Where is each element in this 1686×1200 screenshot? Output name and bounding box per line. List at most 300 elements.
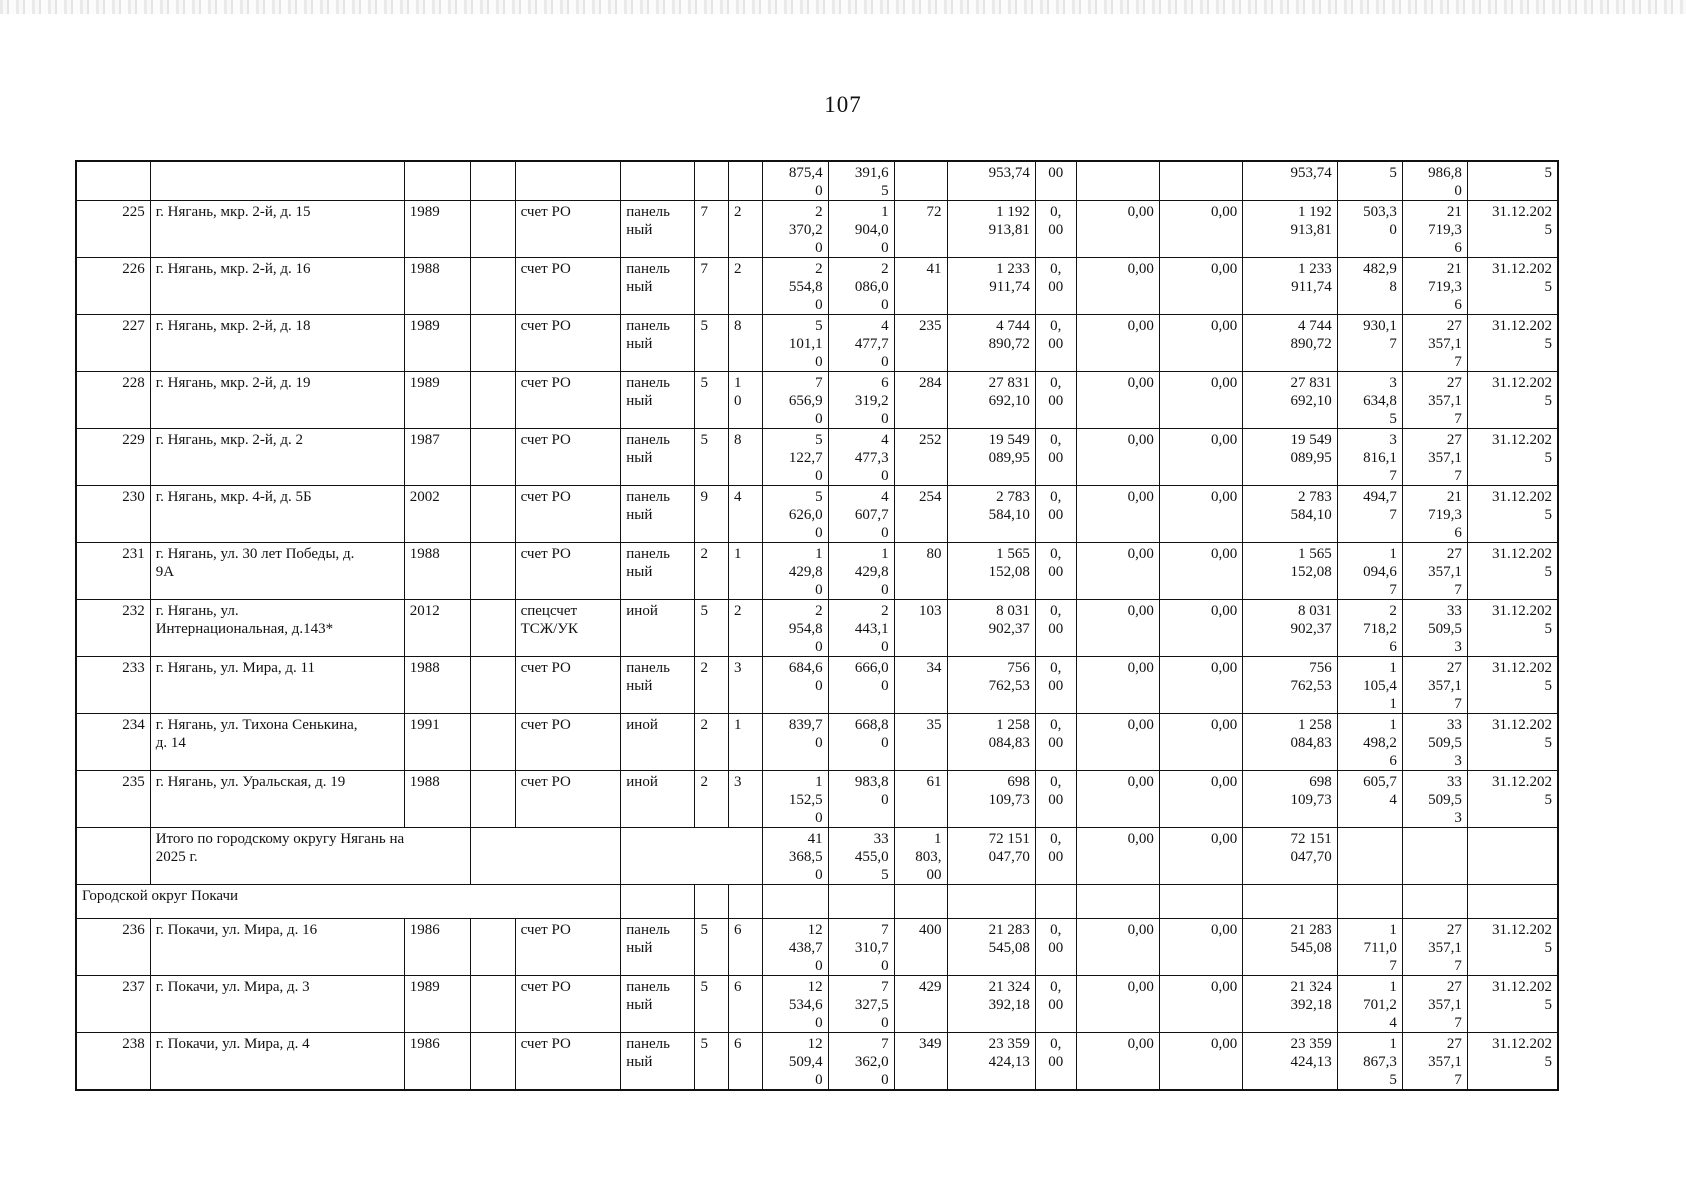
- cell-address: г. Нягань, мкр. 2-й, д. 16: [150, 258, 404, 315]
- cell-deadline: 31.12.202 5: [1467, 919, 1558, 976]
- cell-address: г. Нягань, мкр. 2-й, д. 2: [150, 429, 404, 486]
- cell-deadline: 31.12.202 5: [1467, 486, 1558, 543]
- table-row: [76, 1033, 1558, 1091]
- table-row: [76, 315, 1558, 372]
- total-label: Итого по городскому округу Нягань на 2025 г.: [150, 828, 470, 885]
- carry-over-row: [76, 161, 1558, 201]
- cell-no: 225: [76, 201, 150, 258]
- cell-cost-total: 8 031 902,37: [947, 600, 1035, 657]
- cell-cost-1: 0, 00: [1035, 258, 1076, 315]
- cell-year: 1987: [404, 429, 470, 486]
- cell-cost-total: 1 565 152,08: [947, 543, 1035, 600]
- cell-no: 235: [76, 771, 150, 828]
- cell-cost-fund-ro: 953,74: [1243, 161, 1338, 201]
- cell-people: 41: [894, 258, 947, 315]
- cell-year: 1989: [404, 976, 470, 1033]
- cell-address: г. Покачи, ул. Мира, д. 3: [150, 976, 404, 1033]
- cell-unit-cost: 1 105,4 1: [1337, 657, 1402, 714]
- cell-year: 1986: [404, 919, 470, 976]
- cell-cost-3: 0,00: [1159, 315, 1242, 372]
- cell-deadline: [1467, 828, 1558, 885]
- cell-area-total: 5 626,0 0: [762, 486, 828, 543]
- table-row: [76, 600, 1558, 657]
- cell-cost-fund-ro: 8 031 902,37: [1243, 600, 1338, 657]
- cell-blank: [470, 657, 515, 714]
- cell-cost-2: 0,00: [1076, 372, 1159, 429]
- cell-blank: [470, 1033, 515, 1091]
- cell-fund: [515, 161, 621, 201]
- cell-area-total: 684,6 0: [762, 657, 828, 714]
- cell-cost-2: 0,00: [1076, 976, 1159, 1033]
- cell-area-residential: 2 443,1 0: [828, 600, 894, 657]
- cell-blank: [828, 885, 894, 919]
- cell-cost-3: 0,00: [1159, 919, 1242, 976]
- cell-floors: 5: [695, 1033, 729, 1091]
- cell-fund: счет РО: [515, 315, 621, 372]
- cell-deadline: 31.12.202 5: [1467, 543, 1558, 600]
- cell-address: г. Нягань, ул. Интернациональная, д.143*: [150, 600, 404, 657]
- cell-wall: [621, 161, 695, 201]
- cell-cost-fund-ro: 4 744 890,72: [1243, 315, 1338, 372]
- cell-year: 1989: [404, 315, 470, 372]
- cell-unit-cost: 503,3 0: [1337, 201, 1402, 258]
- cell-cost-2: 0,00: [1076, 714, 1159, 771]
- cell-fund: счет РО: [515, 486, 621, 543]
- cell-blank: [1035, 885, 1076, 919]
- cell-people: 35: [894, 714, 947, 771]
- cell-people: 400: [894, 919, 947, 976]
- cell-blank: [621, 828, 762, 885]
- total-row: [76, 828, 1558, 885]
- cell-cost-3: 0,00: [1159, 429, 1242, 486]
- cell-year: 2012: [404, 600, 470, 657]
- cell-cost-2: [1076, 161, 1159, 201]
- cell-wall: панель ный: [621, 315, 695, 372]
- cell-no: 236: [76, 919, 150, 976]
- cell-fund: счет РО: [515, 657, 621, 714]
- cell-year: 1989: [404, 201, 470, 258]
- cell-max-cost: 27 357,1 7: [1402, 372, 1467, 429]
- cell-floors: 5: [695, 372, 729, 429]
- cell-year: 1986: [404, 1033, 470, 1091]
- cell-cost-total: 756 762,53: [947, 657, 1035, 714]
- cell-address: [150, 161, 404, 201]
- cell-blank: [470, 828, 620, 885]
- cell-area-residential: 1 904,0 0: [828, 201, 894, 258]
- table-row: [76, 201, 1558, 258]
- cell-wall: панель ный: [621, 372, 695, 429]
- cell-deadline: 31.12.202 5: [1467, 600, 1558, 657]
- cell-cost-1: 0, 00: [1035, 372, 1076, 429]
- cell-area-total: 12 438,7 0: [762, 919, 828, 976]
- cell-area-residential: 2 086,0 0: [828, 258, 894, 315]
- cell-people: 34: [894, 657, 947, 714]
- cell-wall: панель ный: [621, 258, 695, 315]
- cell-cost-2: 0,00: [1076, 828, 1159, 885]
- cell-floors: 2: [695, 543, 729, 600]
- cell-no: 228: [76, 372, 150, 429]
- cell-entrances: 2: [729, 600, 763, 657]
- housing-repair-register-table: [75, 160, 1559, 1091]
- cell-max-cost: 27 357,1 7: [1402, 657, 1467, 714]
- cell-cost-total: 4 744 890,72: [947, 315, 1035, 372]
- cell-people: 254: [894, 486, 947, 543]
- cell-people: 72: [894, 201, 947, 258]
- cell-max-cost: 33 509,5 3: [1402, 600, 1467, 657]
- cell-people: 429: [894, 976, 947, 1033]
- cell-cost-3: 0,00: [1159, 976, 1242, 1033]
- cell-cost-total: 23 359 424,13: [947, 1033, 1035, 1091]
- cell-cost-2: 0,00: [1076, 1033, 1159, 1091]
- cell-unit-cost: 2 718,2 6: [1337, 600, 1402, 657]
- cell-cost-1: 0, 00: [1035, 429, 1076, 486]
- cell-year: 1988: [404, 258, 470, 315]
- cell-no: 237: [76, 976, 150, 1033]
- cell-people: 284: [894, 372, 947, 429]
- cell-fund: счет РО: [515, 372, 621, 429]
- cell-cost-fund-ro: 21 283 545,08: [1243, 919, 1338, 976]
- cell-cost-3: 0,00: [1159, 372, 1242, 429]
- cell-area-residential: 391,6 5: [828, 161, 894, 201]
- cell-blank: [1402, 885, 1467, 919]
- cell-cost-3: 0,00: [1159, 486, 1242, 543]
- cell-cost-1: 0, 00: [1035, 600, 1076, 657]
- cell-cost-2: 0,00: [1076, 201, 1159, 258]
- cell-cost-total: 72 151 047,70: [947, 828, 1035, 885]
- section-title: Городской округ Покачи: [76, 885, 621, 919]
- cell-max-cost: [1402, 828, 1467, 885]
- scan-edge-artifact: [0, 0, 1686, 14]
- cell-cost-total: 27 831 692,10: [947, 372, 1035, 429]
- cell-cost-2: 0,00: [1076, 919, 1159, 976]
- cell-area-residential: 7 362,0 0: [828, 1033, 894, 1091]
- cell-cost-3: 0,00: [1159, 771, 1242, 828]
- cell-entrances: 1: [729, 714, 763, 771]
- cell-cost-fund-ro: 2 783 584,10: [1243, 486, 1338, 543]
- cell-cost-fund-ro: 756 762,53: [1243, 657, 1338, 714]
- cell-entrances: 6: [729, 1033, 763, 1091]
- cell-cost-1: 0, 00: [1035, 976, 1076, 1033]
- cell-no: 238: [76, 1033, 150, 1091]
- cell-cost-total: 1 192 913,81: [947, 201, 1035, 258]
- cell-floors: 7: [695, 258, 729, 315]
- cell-area-residential: 4 477,3 0: [828, 429, 894, 486]
- cell-blank: [947, 885, 1035, 919]
- cell-cost-3: [1159, 161, 1242, 201]
- cell-cost-fund-ro: 1 258 084,83: [1243, 714, 1338, 771]
- cell-cost-2: 0,00: [1076, 657, 1159, 714]
- cell-entrances: 8: [729, 315, 763, 372]
- table-row: [76, 714, 1558, 771]
- cell-entrances: 3: [729, 771, 763, 828]
- cell-fund: счет РО: [515, 976, 621, 1033]
- cell-floors: 2: [695, 714, 729, 771]
- cell-no: [76, 828, 150, 885]
- cell-blank: [1076, 885, 1159, 919]
- cell-area-total: 12 534,6 0: [762, 976, 828, 1033]
- cell-cost-fund-ro: 21 324 392,18: [1243, 976, 1338, 1033]
- cell-area-total: 41 368,5 0: [762, 828, 828, 885]
- cell-unit-cost: 494,7 7: [1337, 486, 1402, 543]
- cell-fund: счет РО: [515, 258, 621, 315]
- cell-wall: панель ный: [621, 919, 695, 976]
- cell-entrances: 4: [729, 486, 763, 543]
- cell-cost-fund-ro: 1 565 152,08: [1243, 543, 1338, 600]
- cell-entrances: 1 0: [729, 372, 763, 429]
- cell-blank: [470, 258, 515, 315]
- cell-cost-2: 0,00: [1076, 771, 1159, 828]
- cell-max-cost: 27 357,1 7: [1402, 1033, 1467, 1091]
- cell-area-residential: 666,0 0: [828, 657, 894, 714]
- cell-entrances: [729, 161, 763, 201]
- cell-cost-1: 00: [1035, 161, 1076, 201]
- cell-blank: [729, 885, 763, 919]
- cell-entrances: 2: [729, 201, 763, 258]
- cell-unit-cost: 3 634,8 5: [1337, 372, 1402, 429]
- cell-area-residential: 668,8 0: [828, 714, 894, 771]
- cell-blank: [470, 771, 515, 828]
- cell-people: 235: [894, 315, 947, 372]
- cell-cost-1: 0, 00: [1035, 919, 1076, 976]
- table-row: [76, 919, 1558, 976]
- cell-floors: 5: [695, 429, 729, 486]
- cell-floors: 5: [695, 976, 729, 1033]
- cell-cost-total: 21 283 545,08: [947, 919, 1035, 976]
- cell-address: г. Покачи, ул. Мира, д. 4: [150, 1033, 404, 1091]
- cell-wall: панель ный: [621, 201, 695, 258]
- cell-cost-2: 0,00: [1076, 258, 1159, 315]
- cell-unit-cost: 1 094,6 7: [1337, 543, 1402, 600]
- cell-no: 226: [76, 258, 150, 315]
- cell-people: 349: [894, 1033, 947, 1091]
- cell-unit-cost: 930,1 7: [1337, 315, 1402, 372]
- cell-cost-3: 0,00: [1159, 543, 1242, 600]
- cell-blank: [695, 885, 729, 919]
- cell-cost-1: 0, 00: [1035, 315, 1076, 372]
- cell-blank: [621, 885, 695, 919]
- cell-cost-1: 0, 00: [1035, 771, 1076, 828]
- cell-unit-cost: 482,9 8: [1337, 258, 1402, 315]
- cell-year: 2002: [404, 486, 470, 543]
- cell-year: [404, 161, 470, 201]
- cell-area-residential: 4 607,7 0: [828, 486, 894, 543]
- cell-blank: [470, 600, 515, 657]
- table-row: [76, 771, 1558, 828]
- cell-area-total: 839,7 0: [762, 714, 828, 771]
- cell-area-total: 1 152,5 0: [762, 771, 828, 828]
- cell-max-cost: 27 357,1 7: [1402, 919, 1467, 976]
- cell-wall: панель ный: [621, 486, 695, 543]
- cell-people: 103: [894, 600, 947, 657]
- cell-floors: 2: [695, 657, 729, 714]
- cell-deadline: 31.12.202 5: [1467, 771, 1558, 828]
- cell-max-cost: 21 719,3 6: [1402, 201, 1467, 258]
- cell-cost-total: 19 549 089,95: [947, 429, 1035, 486]
- cell-cost-fund-ro: 72 151 047,70: [1243, 828, 1338, 885]
- cell-year: 1991: [404, 714, 470, 771]
- cell-entrances: 2: [729, 258, 763, 315]
- cell-address: г. Нягань, ул. 30 лет Победы, д. 9А: [150, 543, 404, 600]
- cell-deadline: 5: [1467, 161, 1558, 201]
- cell-blank: [762, 885, 828, 919]
- cell-cost-fund-ro: 23 359 424,13: [1243, 1033, 1338, 1091]
- cell-deadline: 31.12.202 5: [1467, 429, 1558, 486]
- cell-unit-cost: 1 711,0 7: [1337, 919, 1402, 976]
- cell-fund: счет РО: [515, 919, 621, 976]
- cell-max-cost: 986,8 0: [1402, 161, 1467, 201]
- cell-area-total: 7 656,9 0: [762, 372, 828, 429]
- cell-max-cost: 27 357,1 7: [1402, 315, 1467, 372]
- cell-cost-total: 21 324 392,18: [947, 976, 1035, 1033]
- cell-no: 231: [76, 543, 150, 600]
- cell-wall: иной: [621, 714, 695, 771]
- cell-area-total: 2 370,2 0: [762, 201, 828, 258]
- page-number: 107: [824, 92, 862, 117]
- cell-year: 1988: [404, 543, 470, 600]
- cell-deadline: 31.12.202 5: [1467, 657, 1558, 714]
- cell-deadline: 31.12.202 5: [1467, 714, 1558, 771]
- cell-deadline: 31.12.202 5: [1467, 372, 1558, 429]
- cell-cost-fund-ro: 1 192 913,81: [1243, 201, 1338, 258]
- cell-blank: [470, 919, 515, 976]
- cell-cost-fund-ro: 698 109,73: [1243, 771, 1338, 828]
- cell-fund: счет РО: [515, 1033, 621, 1091]
- cell-address: г. Нягань, мкр. 2-й, д. 18: [150, 315, 404, 372]
- cell-fund: спецсчет ТСЖ/УК: [515, 600, 621, 657]
- cell-area-residential: 4 477,7 0: [828, 315, 894, 372]
- cell-cost-3: 0,00: [1159, 600, 1242, 657]
- cell-cost-3: 0,00: [1159, 1033, 1242, 1091]
- cell-cost-total: 698 109,73: [947, 771, 1035, 828]
- cell-blank: [1159, 885, 1242, 919]
- cell-wall: панель ный: [621, 1033, 695, 1091]
- cell-cost-2: 0,00: [1076, 315, 1159, 372]
- cell-blank: [470, 161, 515, 201]
- cell-fund: счет РО: [515, 714, 621, 771]
- cell-area-total: 5 122,7 0: [762, 429, 828, 486]
- cell-blank: [470, 315, 515, 372]
- cell-max-cost: 27 357,1 7: [1402, 543, 1467, 600]
- cell-cost-3: 0,00: [1159, 201, 1242, 258]
- cell-unit-cost: 1 867,3 5: [1337, 1033, 1402, 1091]
- cell-area-residential: 7 327,5 0: [828, 976, 894, 1033]
- cell-cost-1: 0, 00: [1035, 1033, 1076, 1091]
- cell-unit-cost: 5: [1337, 161, 1402, 201]
- cell-cost-1: 0, 00: [1035, 486, 1076, 543]
- cell-area-residential: 983,8 0: [828, 771, 894, 828]
- cell-wall: иной: [621, 600, 695, 657]
- cell-area-total: 5 101,1 0: [762, 315, 828, 372]
- table-row: [76, 543, 1558, 600]
- cell-cost-total: 1 258 084,83: [947, 714, 1035, 771]
- cell-floors: 9: [695, 486, 729, 543]
- cell-cost-fund-ro: 19 549 089,95: [1243, 429, 1338, 486]
- cell-blank: [470, 372, 515, 429]
- cell-address: г. Нягань, мкр. 2-й, д. 15: [150, 201, 404, 258]
- cell-max-cost: 21 719,3 6: [1402, 486, 1467, 543]
- cell-blank: [470, 201, 515, 258]
- cell-entrances: 6: [729, 976, 763, 1033]
- cell-area-residential: 6 319,2 0: [828, 372, 894, 429]
- cell-deadline: 31.12.202 5: [1467, 258, 1558, 315]
- cell-area-residential: 7 310,7 0: [828, 919, 894, 976]
- cell-max-cost: 27 357,1 7: [1402, 976, 1467, 1033]
- cell-no: 227: [76, 315, 150, 372]
- cell-no: 233: [76, 657, 150, 714]
- cell-fund: счет РО: [515, 429, 621, 486]
- cell-cost-fund-ro: 27 831 692,10: [1243, 372, 1338, 429]
- cell-cost-total: 1 233 911,74: [947, 258, 1035, 315]
- table-row: [76, 429, 1558, 486]
- table-row: [76, 976, 1558, 1033]
- cell-entrances: 1: [729, 543, 763, 600]
- cell-area-total: 2 954,8 0: [762, 600, 828, 657]
- cell-people: 1 803, 00: [894, 828, 947, 885]
- cell-fund: счет РО: [515, 543, 621, 600]
- cell-cost-3: 0,00: [1159, 258, 1242, 315]
- cell-entrances: 8: [729, 429, 763, 486]
- cell-area-residential: 33 455,0 5: [828, 828, 894, 885]
- cell-address: г. Нягань, ул. Уральская, д. 19: [150, 771, 404, 828]
- cell-cost-1: 0, 00: [1035, 657, 1076, 714]
- cell-deadline: 31.12.202 5: [1467, 201, 1558, 258]
- cell-area-total: 12 509,4 0: [762, 1033, 828, 1091]
- cell-unit-cost: 1 701,2 4: [1337, 976, 1402, 1033]
- cell-year: 1988: [404, 771, 470, 828]
- cell-unit-cost: 3 816,1 7: [1337, 429, 1402, 486]
- cell-address: г. Нягань, ул. Тихона Сенькина, д. 14: [150, 714, 404, 771]
- cell-year: 1989: [404, 372, 470, 429]
- cell-cost-2: 0,00: [1076, 429, 1159, 486]
- cell-address: г. Нягань, мкр. 4-й, д. 5Б: [150, 486, 404, 543]
- cell-blank: [1337, 885, 1402, 919]
- cell-address: г. Нягань, мкр. 2-й, д. 19: [150, 372, 404, 429]
- cell-cost-1: 0, 00: [1035, 543, 1076, 600]
- table-row: [76, 486, 1558, 543]
- cell-blank: [470, 429, 515, 486]
- cell-deadline: 31.12.202 5: [1467, 1033, 1558, 1091]
- cell-cost-1: 0, 00: [1035, 201, 1076, 258]
- cell-wall: иной: [621, 771, 695, 828]
- cell-blank: [1243, 885, 1338, 919]
- table-row: [76, 372, 1558, 429]
- cell-no: 230: [76, 486, 150, 543]
- cell-max-cost: 33 509,5 3: [1402, 714, 1467, 771]
- cell-blank: [470, 714, 515, 771]
- cell-address: г. Нягань, ул. Мира, д. 11: [150, 657, 404, 714]
- cell-people: 252: [894, 429, 947, 486]
- cell-entrances: 6: [729, 919, 763, 976]
- cell-people: [894, 161, 947, 201]
- cell-fund: счет РО: [515, 201, 621, 258]
- section-header-row: [76, 885, 1558, 919]
- cell-deadline: 31.12.202 5: [1467, 315, 1558, 372]
- cell-max-cost: 27 357,1 7: [1402, 429, 1467, 486]
- cell-blank: [470, 486, 515, 543]
- cell-year: 1988: [404, 657, 470, 714]
- cell-floors: 7: [695, 201, 729, 258]
- table-row: [76, 258, 1558, 315]
- cell-cost-fund-ro: 1 233 911,74: [1243, 258, 1338, 315]
- cell-cost-total: 2 783 584,10: [947, 486, 1035, 543]
- cell-floors: 5: [695, 315, 729, 372]
- cell-wall: панель ный: [621, 657, 695, 714]
- cell-blank: [470, 976, 515, 1033]
- cell-cost-3: 0,00: [1159, 657, 1242, 714]
- cell-no: [76, 161, 150, 201]
- table-row: [76, 657, 1558, 714]
- cell-wall: панель ный: [621, 429, 695, 486]
